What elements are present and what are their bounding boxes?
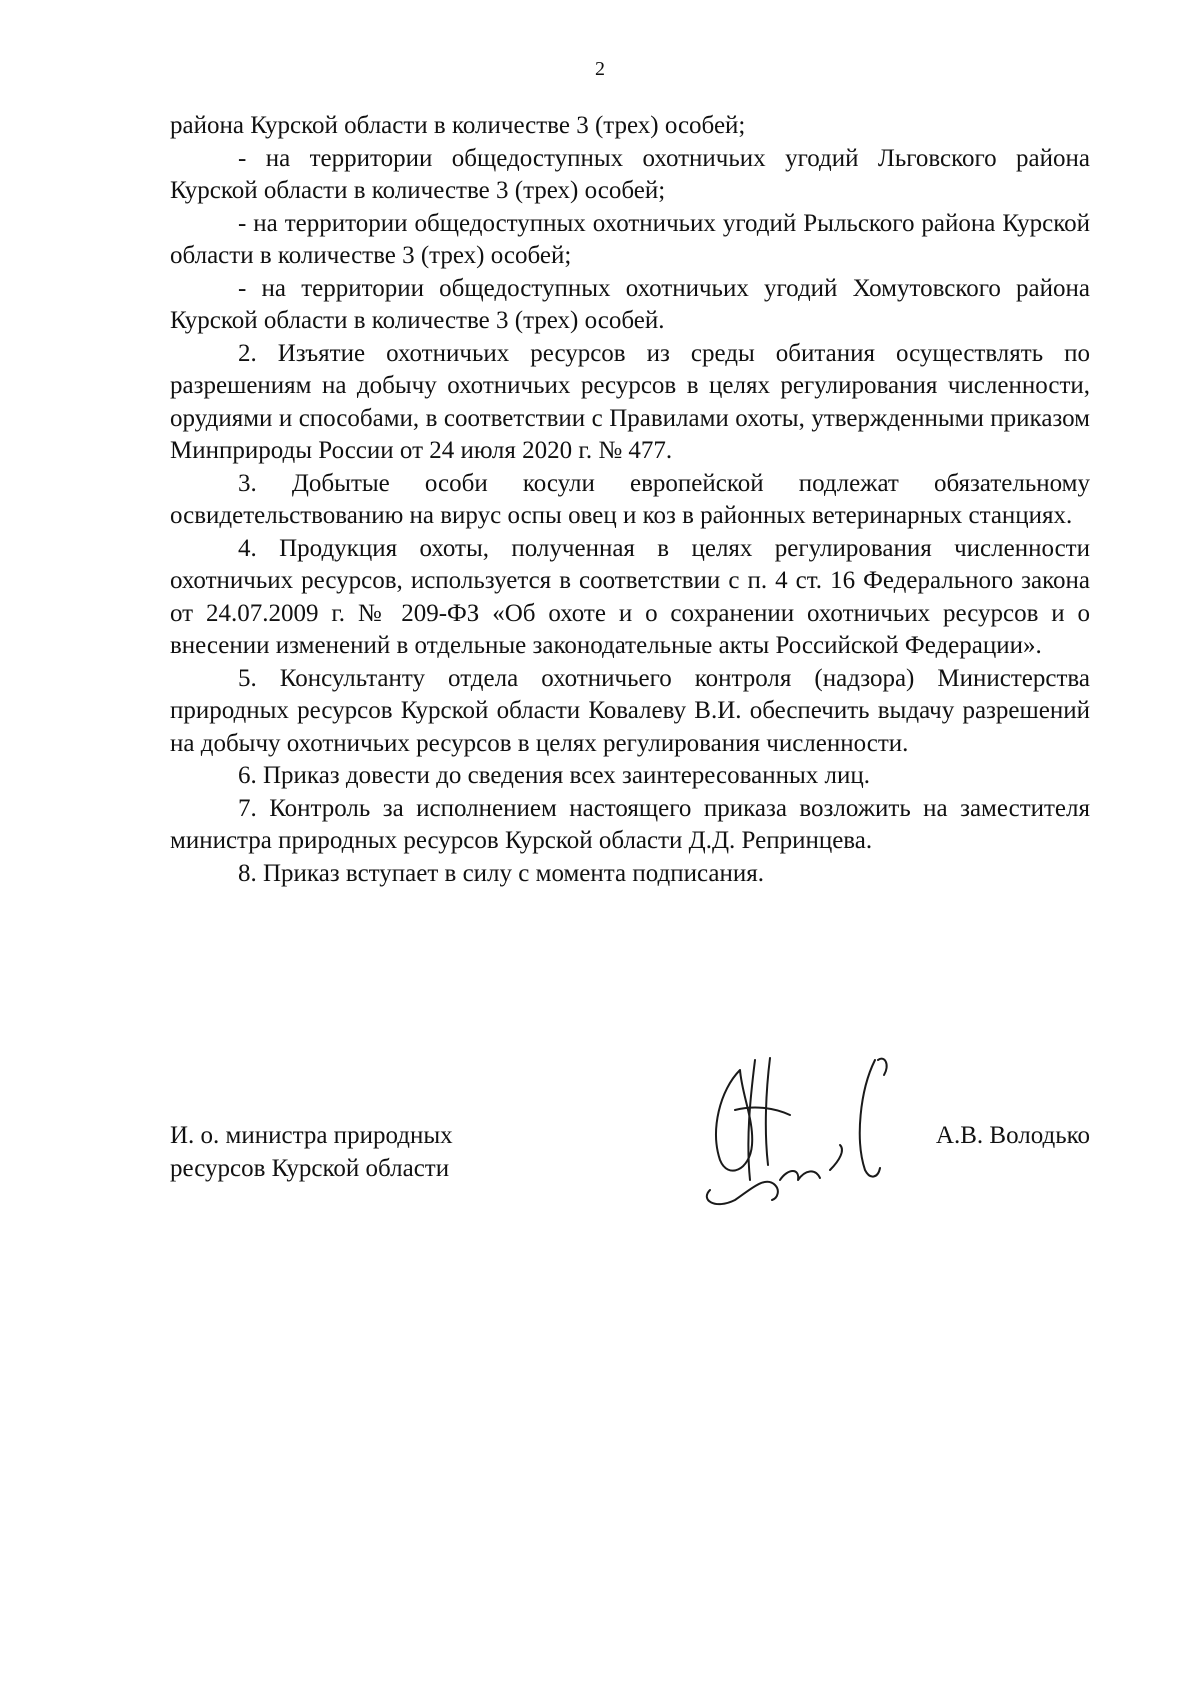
signatory-name: А.В. Володько — [935, 1122, 1090, 1149]
paragraph-lgov: - на территории общедоступных охотничьих угодий Льговского района Курской области в количестве 3 (трех) особей; — [170, 144, 1090, 204]
paragraph-item-5: 5. Консультанту отдела охотничьего контроля (надзора) Министерства природных ресурсов Курской области Ковалеву В.И. обеспечить выдачу разрешений на добычу охотничьих ресурсов в целях регулирования численности. — [170, 664, 1090, 757]
paragraph-continuation: района Курской области в количестве 3 (трех) особей; — [170, 112, 746, 139]
page-number: 2 — [595, 58, 605, 80]
signatory-title-line-2: ресурсов Курской области — [170, 1154, 450, 1182]
paragraph-item-4: 4. Продукция охоты, полученная в целях регулирования численности охотничьих ресурсов, используется в соответствии с п. 4 ст. 16 Федерального закона от 24.07.2009 г. № 209-ФЗ «Об охоте и о сохранении охотничьих ресурсов и о внесении изменений в отдельные законодательные акты Российской Федерации». — [170, 534, 1090, 659]
document-body — [170, 110, 1090, 890]
signatory-title-line-1: И. о. министра природных — [170, 1122, 453, 1149]
paragraph-item-8: 8. Приказ вступает в силу с момента подписания. — [238, 859, 764, 887]
signature-block — [170, 1120, 1090, 1260]
signatory-title — [170, 1120, 530, 1185]
paragraph-rylsk: - на территории общедоступных охотничьих угодий Рыльского района Курской области в количестве 3 (трех) особей; — [170, 209, 1090, 269]
paragraph-item-7: 7. Контроль за исполнением настоящего приказа возложить на заместителя министра природных ресурсов Курской области Д.Д. Репринцева. — [170, 794, 1090, 854]
paragraph-item-6: 6. Приказ довести до сведения всех заинтересованных лиц. — [238, 762, 870, 789]
handwritten-signature — [680, 1050, 910, 1220]
paragraph-item-3: 3. Добытые особи косули европейской подлежат обязательному освидетельствованию на вирус оспы овец и коз в районных ветеринарных станциях. — [170, 469, 1090, 529]
paragraph-khomutovka: - на территории общедоступных охотничьих угодий Хомутовского района Курской области в количестве 3 (трех) особей. — [170, 274, 1090, 334]
paragraph-item-2: 2. Изъятие охотничьих ресурсов из среды обитания осуществлять по разрешениям на добычу охотничьих ресурсов в целях регулирования численности, орудиями и способами, в соответствии с Правилами охоты, утвержденными приказом Минприроды России от 24 июля 2020 г. № 477. — [170, 339, 1090, 464]
